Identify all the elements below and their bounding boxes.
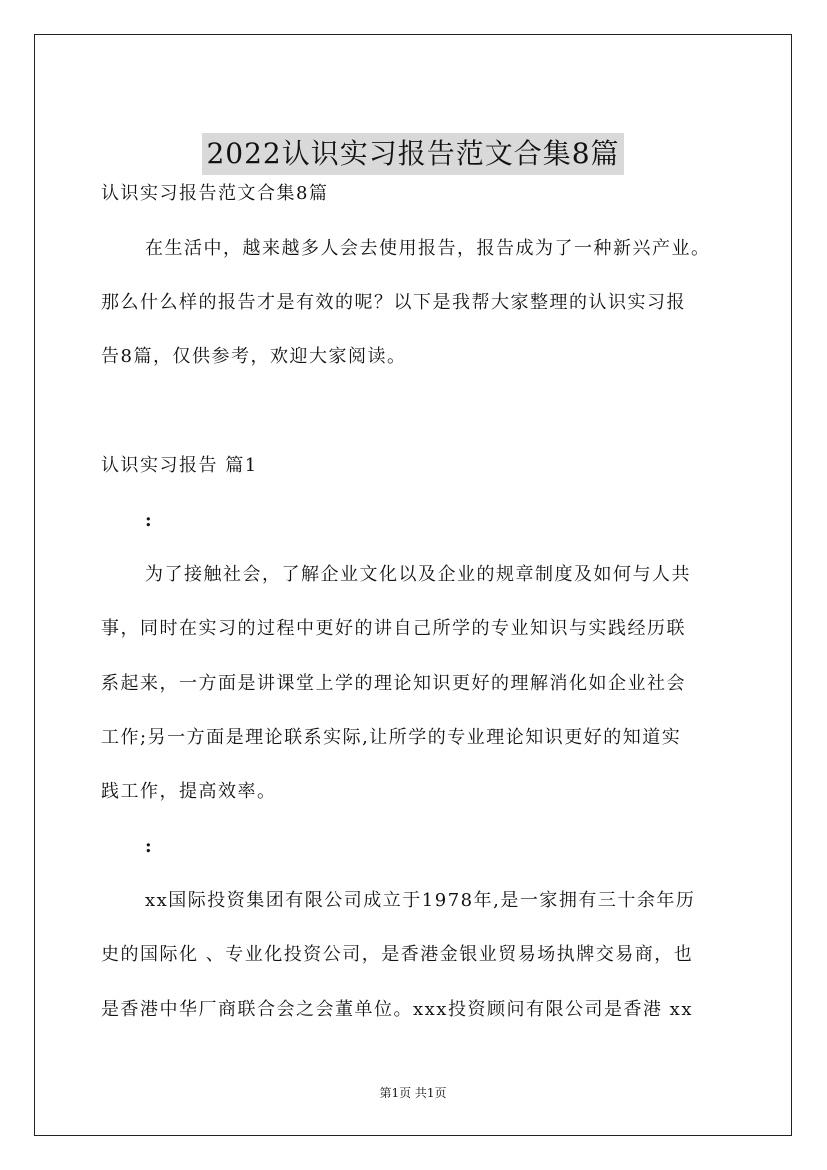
- document-title: 2022认识实习报告范文合集8篇: [202, 133, 623, 175]
- para1-line-4: 工作;另一方面是理论联系实际,让所学的专业理论知识更好的知道实: [101, 727, 682, 748]
- section-marker-2: :: [145, 836, 154, 857]
- para1-line-5: 践工作，提高效率。: [101, 781, 277, 802]
- document-page: [34, 34, 792, 1136]
- para1-line-3: 系起来，一方面是讲课堂上学的理论知识更好的理解消化如企业社会: [101, 673, 686, 694]
- para1-line-1: 为了接触社会，了解企业文化以及企业的规章制度及如何与人共: [145, 564, 691, 585]
- para2-line-3: 是香港中华厂商联合会之会董单位。xxx投资顾问有限公司是香港 xx: [101, 999, 693, 1020]
- intro-line-3: 告8篇，仅供参考，欢迎大家阅读。: [101, 346, 407, 367]
- section-marker-1: :: [145, 510, 154, 531]
- document-subtitle: 认识实习报告范文合集8篇: [101, 183, 329, 204]
- para2-line-1: xx国际投资集团有限公司成立于1978年,是一家拥有三十余年历: [145, 890, 696, 911]
- para1-line-2: 事，同时在实习的过程中更好的讲自己所学的专业知识与实践经历联: [101, 618, 686, 639]
- para2-line-2: 史的国际化 、专业化投资公司，是香港金银业贸易场执牌交易商，也: [101, 944, 694, 965]
- section-heading: 认识实习报告 篇1: [101, 455, 258, 476]
- intro-line-1: 在生活中，越来越多人会去使用报告，报告成为了一种新兴产业。: [145, 238, 711, 259]
- page-footer: 第1页 共1页: [379, 1086, 447, 1100]
- title-container: [35, 133, 791, 175]
- intro-line-2: 那么什么样的报告才是有效的呢？以下是我帮大家整理的认识实习报: [101, 292, 686, 313]
